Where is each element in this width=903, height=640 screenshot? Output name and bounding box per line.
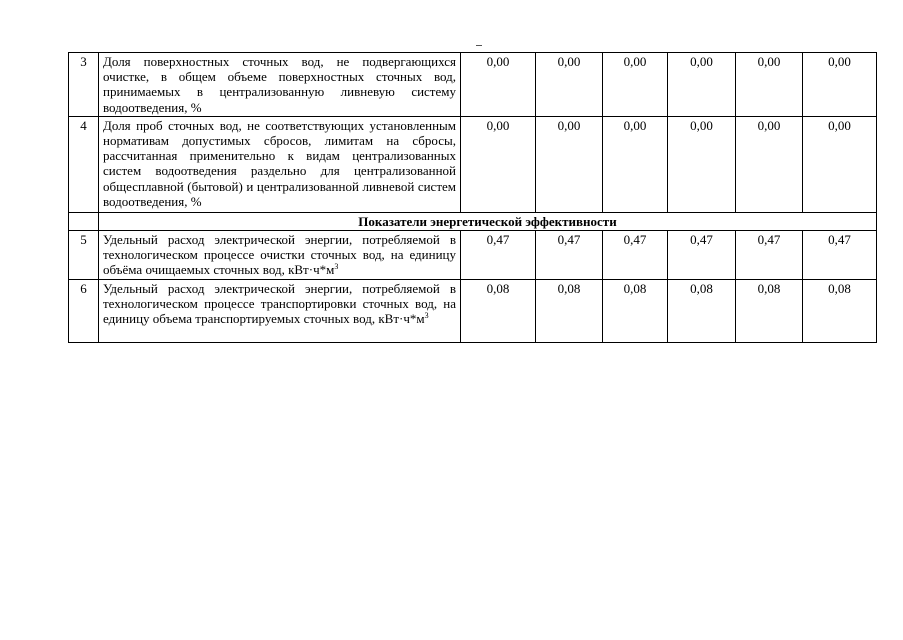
value-cell: 0,00: [668, 116, 736, 212]
value-cell: 0,00: [736, 53, 803, 117]
value-cell: 0,47: [536, 231, 603, 280]
value-cell: 0,00: [736, 116, 803, 212]
value-cell: 0,00: [536, 116, 603, 212]
value-cell: 0,08: [461, 279, 536, 342]
section-title: Показатели энергетической эффективности: [99, 212, 877, 230]
table-row: [69, 231, 877, 280]
value-cell: 0,47: [668, 231, 736, 280]
row-number: 6: [69, 279, 99, 342]
indicators-table: [68, 52, 877, 343]
value-cell: 0,00: [668, 53, 736, 117]
value-cell: 0,47: [461, 231, 536, 280]
indicator-description: Удельный расход электрической энергии, потребляемой в технологическом процессе очистки сточных вод, на единицу объёма очищаемых сточных вод, $кВт\cdot ч*м^3$: [99, 231, 461, 280]
value-cell: 0,00: [536, 53, 603, 117]
value-cell: 0,00: [461, 53, 536, 117]
row-number: 5: [69, 231, 99, 280]
row-number: 4: [69, 116, 99, 212]
unit-superscript: 3: [424, 311, 429, 321]
value-cell: 0,08: [803, 279, 877, 342]
table-row: [69, 53, 877, 117]
value-cell: 0,08: [536, 279, 603, 342]
value-cell: 0,00: [603, 116, 668, 212]
table-row: [69, 279, 877, 342]
value-cell: 0,00: [803, 53, 877, 117]
value-cell: 0,00: [603, 53, 668, 117]
value-cell: 0,47: [736, 231, 803, 280]
value-cell: 0,08: [736, 279, 803, 342]
value-cell: 0,47: [803, 231, 877, 280]
indicator-description: Удельный расход электрической энергии, потребляемой в технологическом процессе транспортировки сточных вод, на единицу объема транспортируемых сточных вод, $кВт\cdot ч*м^3$: [99, 279, 461, 342]
scan-mark: [476, 45, 482, 46]
value-cell: 0,08: [668, 279, 736, 342]
value-cell: 0,08: [603, 279, 668, 342]
table-row: [69, 116, 877, 212]
empty-cell: [69, 212, 99, 230]
indicator-description: Доля поверхностных сточных вод, не подвергающихся очистке, в общем объеме поверхностных сточных вод, принимаемых в централизованную ливневую систему водоотведения, %: [99, 53, 461, 117]
value-cell: 0,00: [461, 116, 536, 212]
row-number: 3: [69, 53, 99, 117]
section-row: [69, 212, 877, 230]
value-cell: 0,00: [803, 116, 877, 212]
indicator-description: Доля проб сточных вод, не соответствующих установленным нормативам допустимых сбросов, лимитам на сбросы, рассчитанная применительно к видам централизованных систем водоотведения раздельно для централизованной общесплавной (бытовой) и централизованной ливневой систем водоотведения, %: [99, 116, 461, 212]
unit-superscript: 3: [334, 262, 339, 272]
value-cell: 0,47: [603, 231, 668, 280]
